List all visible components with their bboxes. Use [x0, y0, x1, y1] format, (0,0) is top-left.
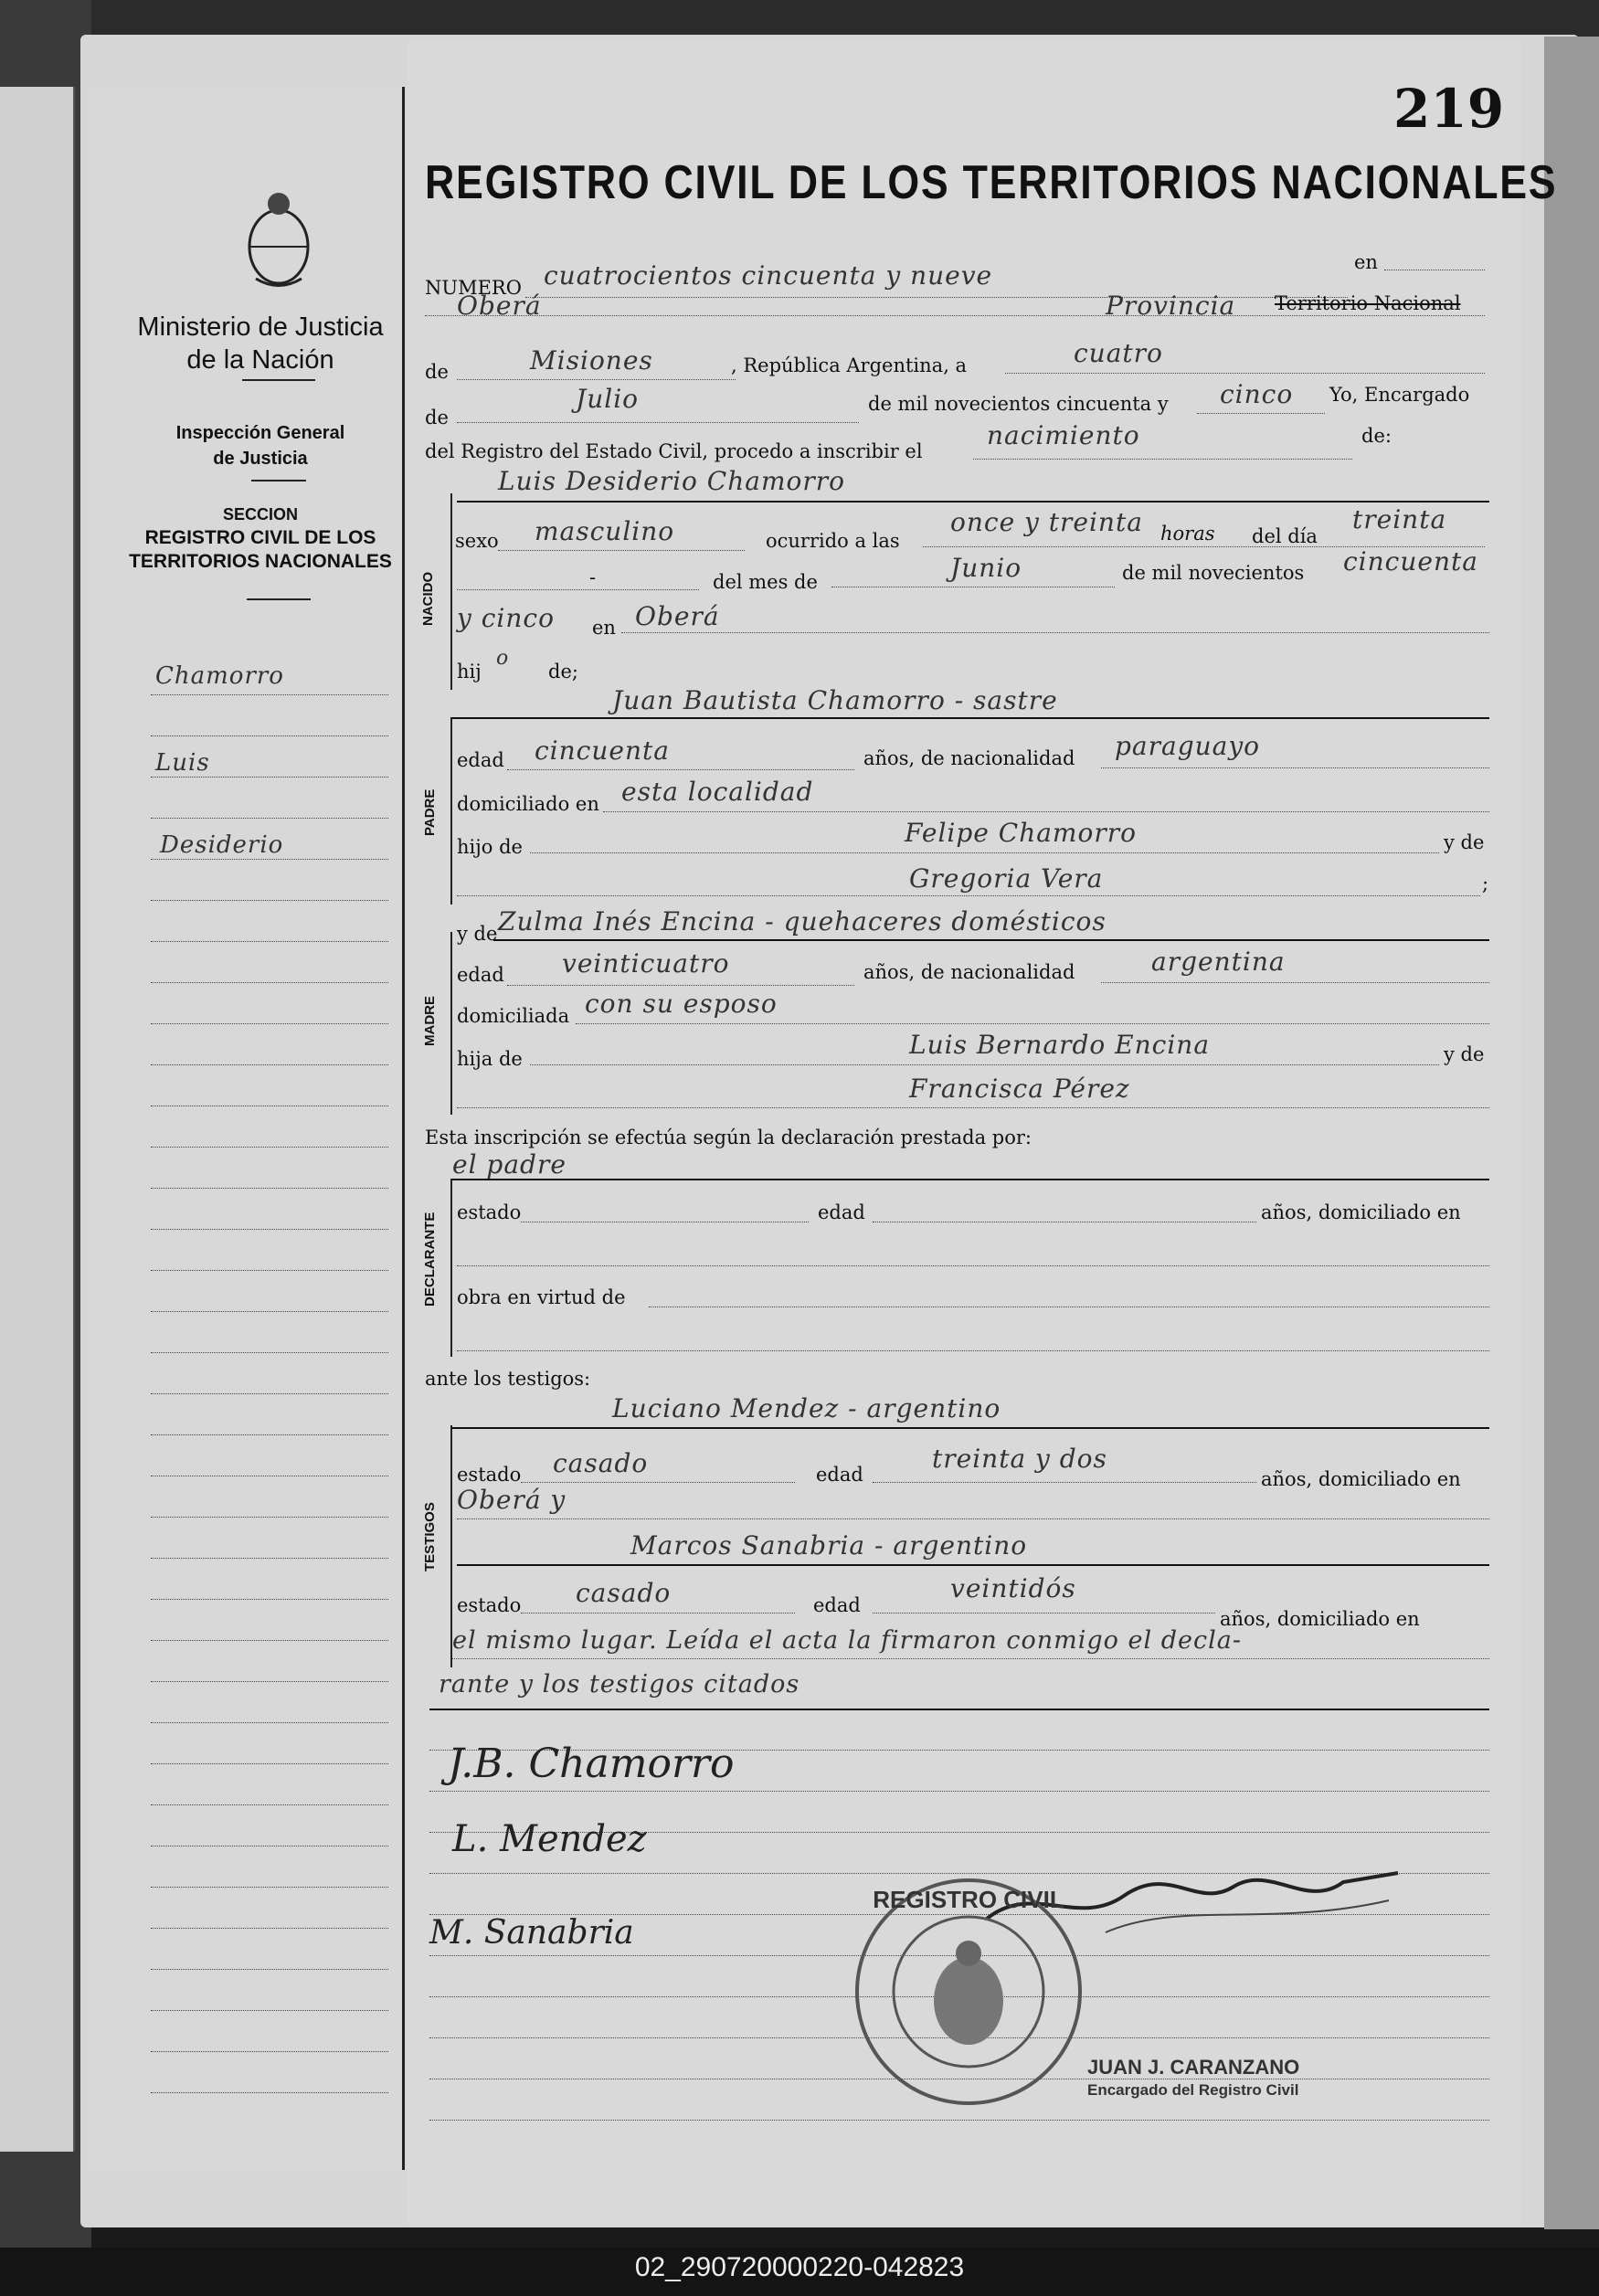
label-hija-de: hija de [457, 1048, 523, 1070]
officer-name: JUAN J. CARANZANO [1087, 2056, 1300, 2079]
value-sexo: masculino [535, 516, 675, 546]
line [498, 550, 745, 551]
value-cierre1: el mismo lugar. Leída el acta la firmaron conmigo el decla- [452, 1626, 1242, 1655]
stub-rule [151, 1599, 388, 1600]
bracket-nacido [450, 493, 452, 690]
stub-rule [151, 1722, 388, 1723]
label-domiciliado-padre: domiciliado en [457, 793, 599, 815]
dash: - [589, 566, 597, 588]
stub-rule [151, 1434, 388, 1435]
label-territorio: Territorio Nacional [1275, 292, 1461, 314]
line [521, 1482, 795, 1483]
stub-rule [151, 694, 388, 695]
stub-rule [151, 1311, 388, 1312]
value-padre-dom: esta localidad [621, 777, 814, 807]
value-dia-nac: treinta [1352, 504, 1447, 534]
value-madre-nac: argentina [1151, 947, 1286, 977]
line [457, 1564, 1489, 1566]
label-estado-t2: estado [457, 1594, 522, 1616]
label-y-de-madre-2: y de [1444, 1043, 1485, 1065]
line [621, 632, 1489, 633]
label-edad-decl: edad [818, 1201, 865, 1223]
value-padre-nac: paraguayo [1115, 731, 1261, 761]
stub-rule [151, 1023, 388, 1024]
stub-rule [151, 2051, 388, 2052]
label-anos-dom-t2: años, domiciliado en [1220, 1608, 1420, 1630]
label-anos-nac-padre: años, de nacionalidad [863, 747, 1075, 769]
label-anos-dom-decl: años, domiciliado en [1261, 1201, 1461, 1223]
stub-rule [151, 1969, 388, 1970]
line [429, 1709, 1489, 1710]
stub-rule [151, 2010, 388, 2011]
value-testigo1: Luciano Mendez - argentino [612, 1393, 1001, 1423]
value-declarante: el padre [452, 1149, 567, 1180]
stub-rule [151, 941, 388, 942]
value-t1-edad: treinta y dos [932, 1444, 1107, 1474]
label-de-semi: de; [548, 661, 578, 682]
line [973, 459, 1352, 460]
value-lugar: Oberá [457, 291, 542, 321]
page-number: 219 [1393, 78, 1505, 140]
label-edad-padre: edad [457, 749, 504, 771]
line [530, 1064, 1439, 1065]
stub-rule [151, 1064, 388, 1065]
semicolon: ; [1482, 873, 1489, 894]
label-en: en [1354, 251, 1378, 273]
line [873, 1613, 1215, 1614]
value-padre: Juan Bautista Chamorro - sastre [612, 685, 1058, 715]
line [493, 939, 1489, 941]
section-label-declarante: DECLARANTE [422, 1211, 438, 1307]
label-estado-decl: estado [457, 1201, 522, 1223]
section-name: SECCION REGISTRO CIVIL DE LOS TERRITORIOS NACIONALES [129, 505, 392, 572]
inspection-name: Inspección General de Justicia [175, 423, 345, 469]
label-del-dia: del día [1252, 525, 1318, 547]
label-sexo: sexo [455, 530, 499, 552]
stub-column [87, 87, 405, 2170]
stub-rule [151, 982, 388, 983]
value-testigo2: Marcos Sanabria - argentino [630, 1530, 1028, 1561]
value-t2-estado: casado [576, 1578, 672, 1608]
label-en-nac: en [592, 617, 616, 639]
stub-rule [151, 777, 388, 778]
stub-rule [151, 818, 388, 819]
line [452, 1427, 1489, 1429]
line [603, 811, 1489, 812]
label-horas: horas [1160, 523, 1215, 545]
coat-of-arms-icon [238, 187, 320, 292]
value-abuelo-p: Felipe Chamorro [905, 818, 1137, 848]
label-edad-madre: edad [457, 964, 504, 986]
stub-rule [151, 1804, 388, 1805]
stub-rule [151, 1887, 388, 1888]
line [576, 1023, 1489, 1024]
stub-rule [151, 1558, 388, 1559]
value-madre: Zulma Inés Encina - quehaceres domésticos [498, 906, 1107, 936]
stub-rule [151, 859, 388, 860]
line [457, 1265, 1489, 1266]
value-abuela-p: Gregoria Vera [909, 863, 1104, 894]
value-territorio: Misiones [530, 345, 653, 376]
section-label-nacido: NACIDO [420, 571, 436, 626]
stub-rule [151, 1763, 388, 1764]
section-label-madre: MADRE [422, 996, 438, 1046]
value-anio-nac: cincuenta [1343, 546, 1478, 577]
line [457, 501, 1489, 503]
line [1005, 373, 1485, 374]
label-de-mil: de mil novecientos cincuenta y [868, 393, 1169, 415]
value-t2-edad: veintidós [950, 1573, 1076, 1603]
divider [242, 379, 315, 381]
officer-title: Encargado del Registro Civil [1087, 2081, 1299, 2099]
label-esta-inscripcion: Esta inscripción se efectúa según la declaración prestada por: [425, 1127, 1032, 1148]
stub-name2: Desiderio [160, 831, 284, 859]
line [457, 422, 859, 423]
label-anos-dom-t1: años, domiciliado en [1261, 1468, 1461, 1490]
divider [247, 598, 311, 600]
label-anos-nac-madre: años, de nacionalidad [863, 961, 1075, 983]
signature-testigo1 [452, 1818, 647, 1860]
form-rule [429, 2120, 1489, 2121]
label-estado-t1: estado [457, 1464, 522, 1486]
label-edad-t1: edad [816, 1464, 863, 1486]
value-padre-edad: cincuenta [535, 735, 670, 766]
line [1101, 982, 1489, 983]
stub-rule [151, 1517, 388, 1518]
previous-page-edge [0, 87, 75, 2152]
value-abuela-m: Francisca Pérez [909, 1074, 1130, 1104]
label-edad-t2: edad [813, 1594, 861, 1616]
value-hora: once y treinta [950, 507, 1143, 537]
stub-rule [151, 1928, 388, 1929]
stub-rule [151, 1681, 388, 1682]
line [457, 589, 699, 590]
label-hij: hij [457, 661, 482, 682]
stub-rule [151, 1147, 388, 1148]
line [457, 895, 1480, 896]
label-obra: obra en virtud de [457, 1286, 626, 1308]
line [457, 1518, 1489, 1519]
value-madre-edad: veinticuatro [562, 948, 730, 979]
divider [251, 480, 306, 481]
form-title: REGISTRO CIVIL DE LOS TERRITORIOS NACIONALES [425, 156, 1558, 209]
value-hijo: o [496, 647, 510, 670]
value-numero: cuatrocientos cincuenta y nueve [544, 260, 993, 291]
stub-rule [151, 735, 388, 736]
line [530, 852, 1439, 853]
line [507, 769, 854, 770]
label-de-2: de [425, 407, 449, 429]
signature-testigo2 [429, 1914, 634, 1952]
ministry-name: Ministerio de Justicia de la Nación [137, 312, 384, 375]
value-mes-nac: Junio [950, 553, 1022, 583]
stub-name1: Luis [155, 749, 210, 777]
label-republica: , República Argentina, a [731, 354, 968, 376]
value-cierre2: rante y los testigos citados [439, 1670, 800, 1698]
bracket-declarante [450, 1179, 452, 1357]
stub-rule [151, 1640, 388, 1641]
line [457, 1350, 1489, 1351]
label-ante-testigos: ante los testigos: [425, 1368, 591, 1390]
line [452, 1179, 1489, 1180]
line [425, 315, 1485, 316]
section-label-testigos: TESTIGOS [422, 1502, 438, 1571]
signature-declarante [448, 1741, 735, 1787]
value-anio-nac2: y cinco [457, 603, 555, 633]
label-y-de-padre: y de [1444, 831, 1485, 853]
stub-rule [151, 1270, 388, 1271]
signature-testigo1-text: L. Mendez [452, 1818, 647, 1860]
label-hijo-de: hijo de [457, 836, 523, 858]
value-t1-estado: casado [553, 1448, 649, 1478]
bracket-padre [450, 717, 452, 905]
value-lugar-nac: Oberá [635, 601, 720, 631]
line [1197, 413, 1325, 414]
value-nombre: Luis Desiderio Chamorro [498, 466, 845, 496]
stub-surname: Chamorro [155, 662, 284, 690]
value-dia: cuatro [1074, 338, 1163, 368]
stub-rule [151, 900, 388, 901]
line [457, 379, 736, 380]
registro-civil-seal-icon [850, 1873, 1087, 2111]
label-ocurrido: ocurrido a las [766, 530, 900, 552]
line [873, 1482, 1256, 1483]
stub-rule [151, 1229, 388, 1230]
signature-declarante-text: J.B. Chamorro [448, 1741, 735, 1787]
stub-rule [151, 1188, 388, 1189]
line [521, 1613, 795, 1614]
stub-rule [151, 1352, 388, 1353]
label-de-colon: de: [1361, 425, 1392, 447]
value-provincia: Provincia [1106, 291, 1236, 321]
stub-rule [151, 1393, 388, 1394]
line [1101, 767, 1489, 768]
value-acto: nacimiento [987, 420, 1140, 450]
signature-testigo2-text: M. Sanabria [429, 1914, 634, 1952]
page-edge-right [1544, 37, 1599, 2229]
value-anio: cinco [1220, 379, 1294, 409]
line [507, 985, 854, 986]
value-t1-dom: Oberá y [457, 1485, 567, 1515]
value-madre-dom: con su esposo [585, 989, 778, 1019]
section-label-padre: PADRE [422, 788, 438, 836]
label-yo-encargado: Yo, Encargado [1329, 384, 1470, 406]
seal-text: REGISTRO CIVIL [873, 1886, 1064, 1913]
label-domiciliada: domiciliada [457, 1005, 570, 1027]
line [457, 1107, 1489, 1108]
value-mes: Julio [576, 384, 640, 414]
value-abuelo-m: Luis Bernardo Encina [909, 1030, 1211, 1060]
line [452, 1658, 1489, 1659]
label-del-registro: del Registro del Estado Civil, procedo a inscribir el [425, 440, 923, 462]
label-y-de-madre: y de [457, 923, 498, 945]
line [452, 717, 1489, 719]
form-rule [429, 1791, 1489, 1792]
label-de-mil-nov: de mil novecientos [1122, 562, 1305, 584]
bracket-madre [450, 932, 452, 1115]
label-del-mes: del mes de [713, 571, 818, 593]
label-de: de [425, 361, 449, 383]
image-caption: 02_290720000220-042823 [634, 2252, 965, 2282]
stub-rule [151, 2092, 388, 2093]
label-numero: NUMERO [425, 277, 522, 299]
